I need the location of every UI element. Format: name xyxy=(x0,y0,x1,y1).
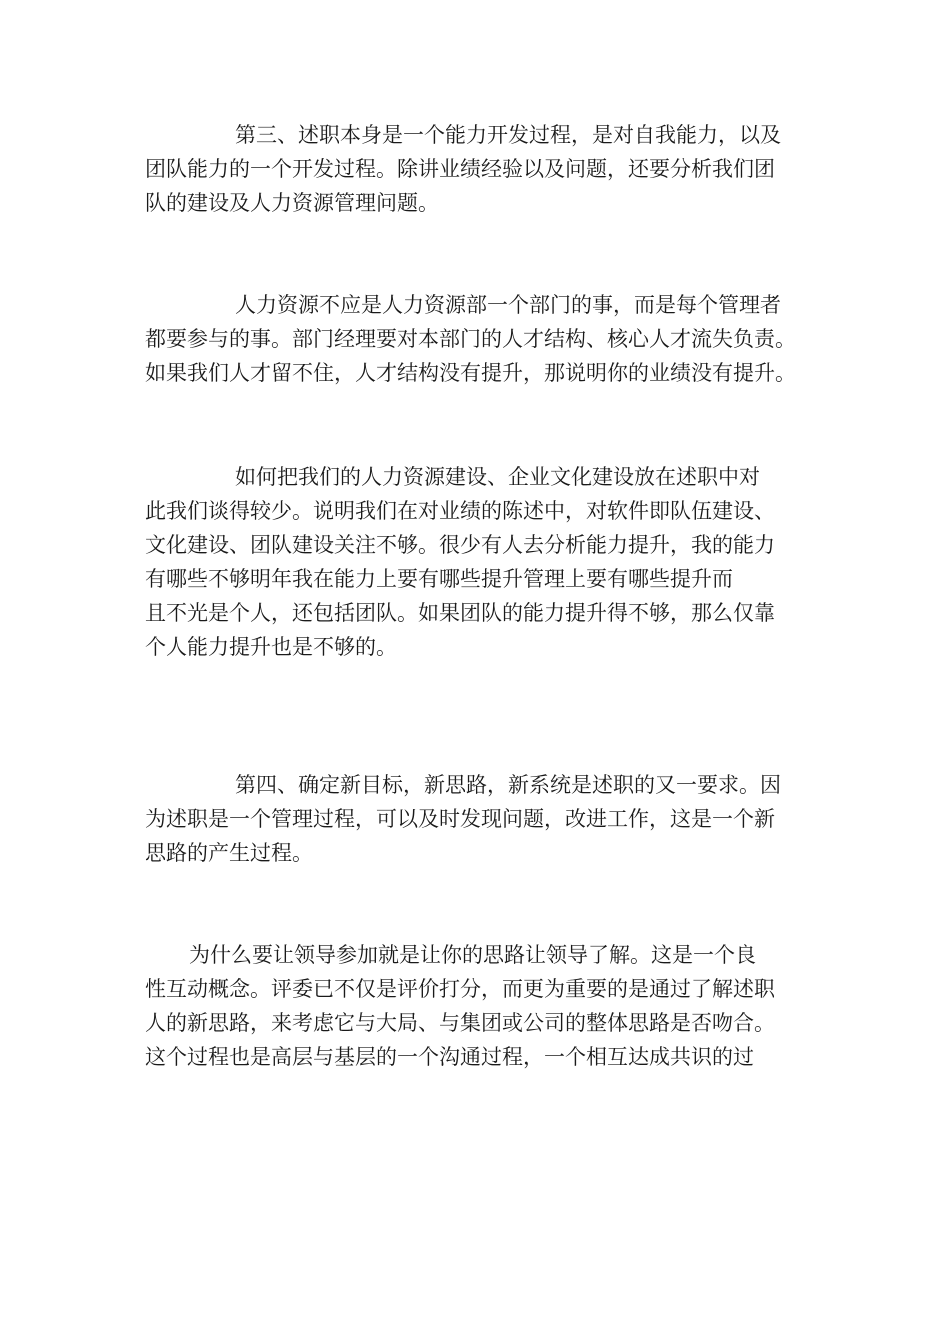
line-text: 如何把我们的人力资源建设、企业文化建设放在述职中对 xyxy=(235,465,760,489)
paragraph-line xyxy=(145,768,815,802)
paragraph-line: 团队能力的一个开发过程。除讲业绩经验以及问题，还要分析我们团 xyxy=(145,157,775,181)
paragraph-line: 都要参与的事。部门经理要对本部门的人才结构、核心人才流失负责。 xyxy=(145,327,796,351)
paragraph-1 xyxy=(145,118,815,220)
paragraph-line: 性互动概念。评委已不仅是评价打分，而更为重要的是通过了解述职 xyxy=(145,977,775,1001)
paragraph-line: 思路的产生过程。 xyxy=(145,841,313,865)
paragraph-line: 且不光是个人，还包括团队。如果团队的能力提升得不够，那么仅靠 xyxy=(145,601,775,625)
paragraph-2 xyxy=(145,288,815,390)
paragraph-line xyxy=(145,460,815,494)
paragraph-line xyxy=(145,938,815,972)
paragraph-4 xyxy=(145,768,815,870)
paragraph-line: 这个过程也是高层与基层的一个沟通过程，一个相互达成共识的过 xyxy=(145,1045,754,1069)
paragraph-line: 如果我们人才留不住，人才结构没有提升，那说明你的业绩没有提升。 xyxy=(145,361,796,385)
paragraph-line xyxy=(145,288,815,322)
paragraph-5 xyxy=(145,938,815,1074)
line-text: 为什么要让领导参加就是让你的思路让领导了解。这是一个良 xyxy=(189,943,756,967)
paragraph-line: 为述职是一个管理过程，可以及时发现问题，改进工作，这是一个新 xyxy=(145,807,775,831)
line-text: 人力资源不应是人力资源部一个部门的事，而是每个管理者 xyxy=(235,293,781,317)
paragraph-line: 人的新思路，来考虑它与大局、与集团或公司的整体思路是否吻合。 xyxy=(145,1011,775,1035)
line-text: 第三、述职本身是一个能力开发过程，是对自我能力，以及 xyxy=(235,123,781,147)
paragraph-line: 此我们谈得较少。说明我们在对业绩的陈述中，对软件即队伍建设、 xyxy=(145,499,775,523)
paragraph-line xyxy=(145,118,815,152)
paragraph-3 xyxy=(145,460,815,664)
paragraph-line: 文化建设、团队建设关注不够。很少有人去分析能力提升，我的能力 xyxy=(145,533,775,557)
paragraph-line: 队的建设及人力资源管理问题。 xyxy=(145,191,439,215)
line-text: 第四、确定新目标，新思路，新系统是述职的又一要求。因 xyxy=(235,773,781,797)
paragraph-line: 有哪些不够明年我在能力上要有哪些提升管理上要有哪些提升而 xyxy=(145,567,733,591)
paragraph-line: 个人能力提升也是不够的。 xyxy=(145,635,397,659)
